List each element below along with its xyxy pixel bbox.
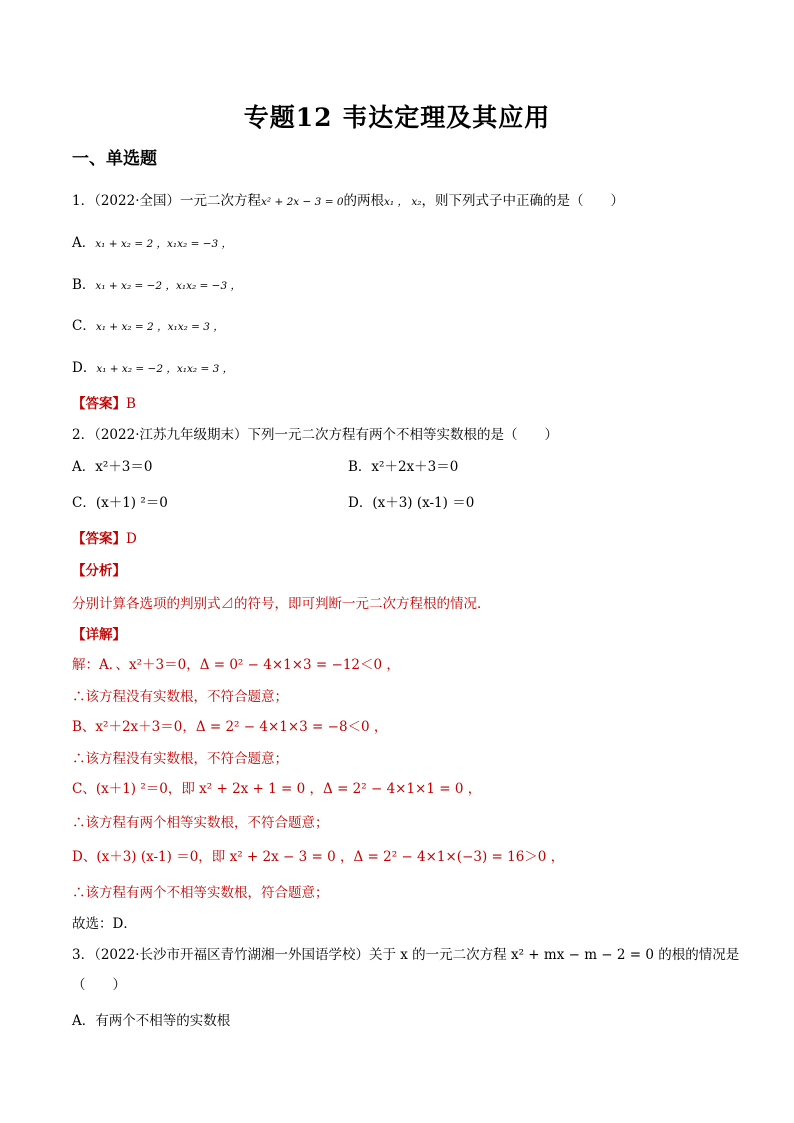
q2-option-a: A．x²＋3＝0	[72, 459, 153, 475]
question-1-stem	[72, 192, 624, 211]
detail-line: C、(x＋1) ²＝0，即 x² + 2x + 1 = 0 ，Δ = 2² − 4×1×1 = 0 ，	[72, 781, 482, 797]
option-label: A．	[72, 235, 96, 251]
answer-tag: 【答案】	[72, 396, 126, 412]
detail-line: ∴该方程有两个不相等实数根，符合题意；	[72, 885, 329, 901]
option-label: C．	[72, 318, 96, 334]
question-3-stem-cont: （ ）	[72, 977, 126, 993]
option-label: B．	[72, 277, 96, 293]
q2-answer	[72, 530, 137, 548]
q3-option-a: A．有两个不相等的实数根	[72, 1013, 231, 1029]
option-text: x₁ + x₂ = 2 ，x₁x₂ = −3 ，	[95, 238, 233, 250]
q1-option-a	[72, 234, 232, 253]
detail-line: D、(x＋3) (x-1) ＝0，即 x² + 2x − 3 = 0 ，Δ = 2² − 4×1×(−3) = 16＞0 ，	[72, 849, 565, 865]
detail-tag: 【详解】	[72, 627, 126, 643]
q2-option-c: C．(x＋1) ²＝0	[72, 495, 168, 511]
answer-value: D	[126, 531, 137, 547]
q1-roots: x₁ ， x₂	[384, 196, 422, 208]
detail-line: 故选：D．	[72, 916, 137, 932]
q1-option-c	[72, 317, 224, 336]
q1-stem-start: 1．（2022·全国）一元二次方程	[72, 193, 261, 209]
detail-line: ∴该方程有两个相等实数根，不符合题意；	[72, 815, 329, 831]
q2-option-b: B．x²＋2x＋3＝0	[348, 459, 459, 475]
option-label: D．	[72, 360, 97, 376]
option-text: x₁ + x₂ = −2 ，x₁x₂ = −3 ，	[95, 280, 241, 292]
q1-stem-mid: 的两根	[343, 193, 385, 209]
question-3-stem: 3．（2022·长沙市开福区青竹湖湘一外国语学校）关于 x 的一元二次方程 x² + mx − m − 2 = 0 的根的情况是	[72, 947, 740, 963]
page-title: 专题12 韦达定理及其应用	[243, 103, 551, 132]
detail-line: ∴该方程没有实数根，不符合题意；	[72, 751, 288, 767]
option-text: x₁ + x₂ = −2 ，x₁x₂ = 3 ，	[96, 363, 234, 375]
detail-line: ∴该方程没有实数根，不符合题意；	[72, 689, 288, 705]
q1-stem-end: ，则下列式子中正确的是（ ）	[421, 193, 624, 209]
analysis-text: 分别计算各选项的判别式⊿的符号，即可判断一元二次方程根的情况．	[72, 596, 491, 612]
question-2-stem: 2．（2022·江苏九年级期末）下列一元二次方程有两个不相等实数根的是（ ）	[72, 427, 558, 443]
answer-tag: 【答案】	[72, 531, 126, 547]
option-text: x₁ + x₂ = 2 ，x₁x₂ = 3 ，	[95, 321, 224, 333]
q1-answer	[72, 395, 136, 413]
analysis-tag: 【分析】	[72, 563, 126, 579]
section-heading: 一、单选题	[72, 149, 157, 169]
q2-option-d: D．(x＋3) (x-1) ＝0	[348, 495, 475, 511]
answer-value: B	[126, 396, 136, 412]
detail-line: 解：A．、x²＋3＝0，Δ = 0² − 4×1×3 = −12＜0 ，	[72, 657, 400, 673]
q1-option-b	[72, 276, 241, 295]
q1-option-d	[72, 359, 233, 378]
detail-line: B、x²＋2x＋3＝0，Δ = 2² − 4×1×3 = −8＜0 ，	[72, 719, 388, 735]
q1-equation: x² + 2x − 3 = 0	[261, 196, 344, 208]
